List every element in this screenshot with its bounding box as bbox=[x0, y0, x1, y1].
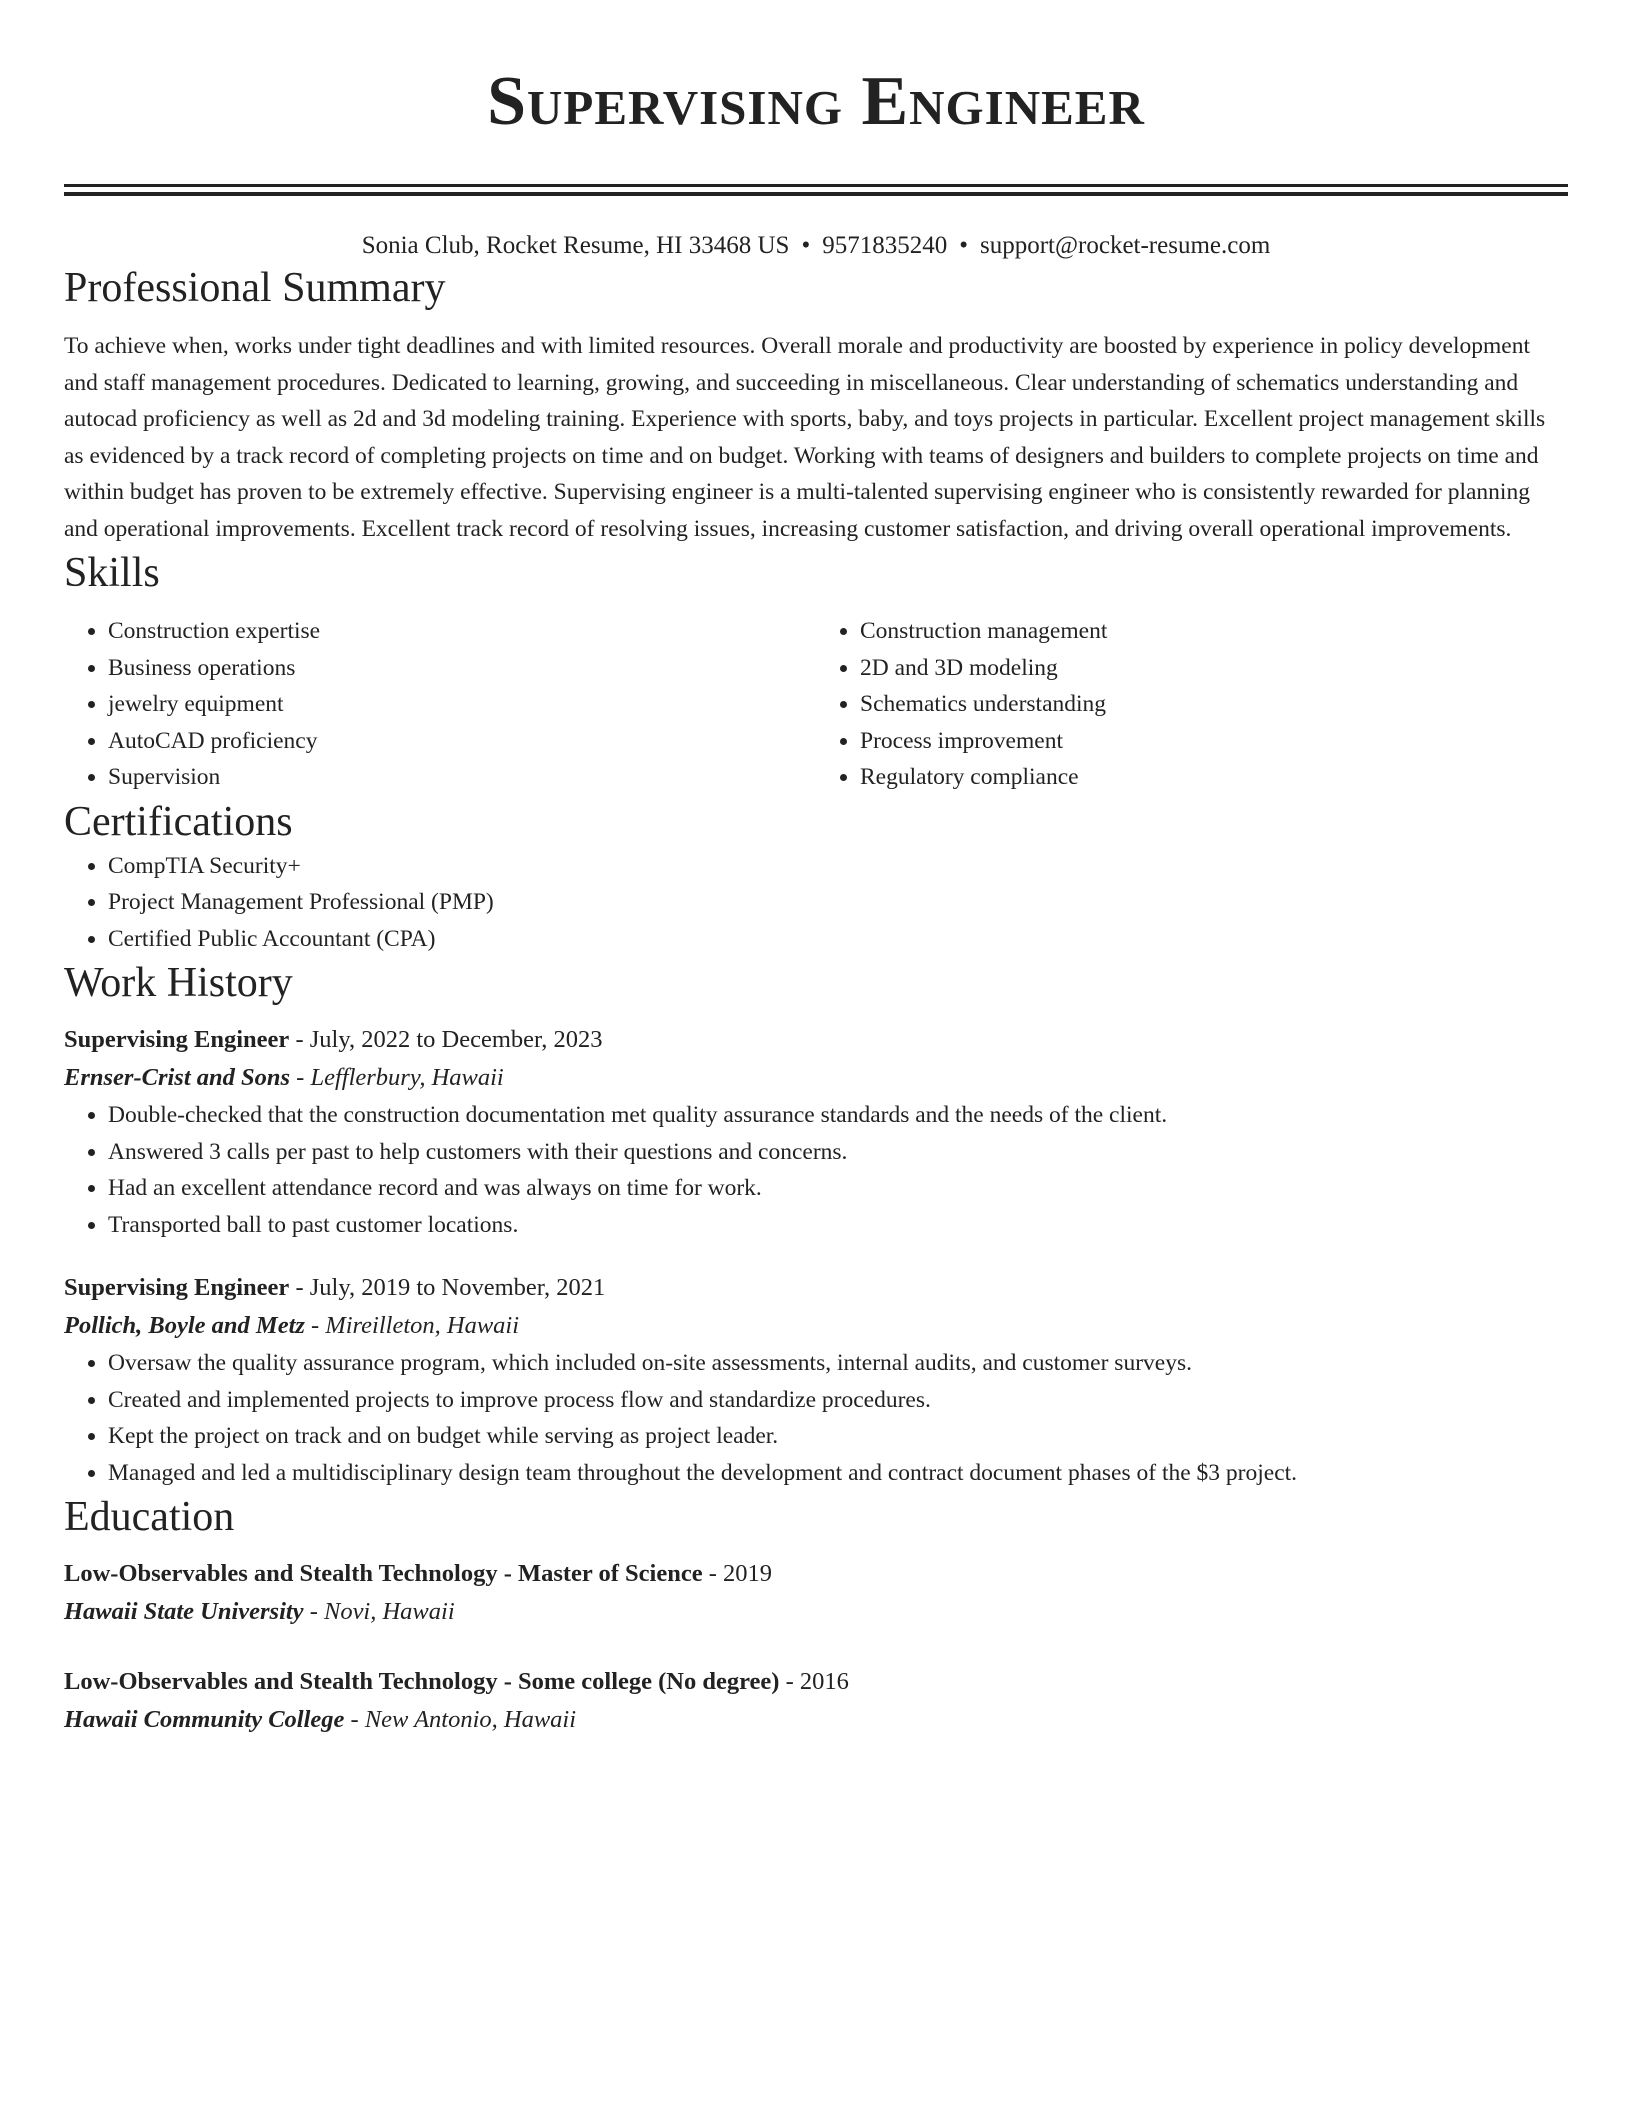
certification-item: • Certified Public Accountant (CPA) bbox=[108, 921, 1568, 958]
skill-item: • Schematics understanding bbox=[860, 686, 1568, 723]
skills-list-left bbox=[64, 613, 816, 796]
skills-grid bbox=[64, 613, 1568, 796]
job-duties-list bbox=[64, 1097, 1568, 1243]
contact-separator: • bbox=[959, 232, 968, 259]
contact-address: Sonia Club, Rocket Resume, HI 33468 US bbox=[361, 232, 790, 259]
job-duties-list bbox=[64, 1345, 1568, 1491]
skill-item: • Process improvement bbox=[860, 723, 1568, 760]
contact-phone: 9571835240 bbox=[822, 232, 948, 259]
education-heading: Education bbox=[64, 1494, 235, 1540]
job-duty-item: • Kept the project on track and on budget while serving as project leader. bbox=[108, 1418, 1568, 1455]
certifications-list bbox=[64, 848, 1568, 958]
skill-item: • jewelry equipment bbox=[108, 686, 816, 723]
certification-item: • CompTIA Security+ bbox=[108, 848, 1568, 885]
job-company-line bbox=[64, 1059, 1568, 1097]
skills-heading: Skills bbox=[64, 550, 160, 596]
job-company-line bbox=[64, 1307, 1568, 1345]
job-entry bbox=[64, 1269, 1568, 1491]
education-year: - 2016 bbox=[779, 1668, 849, 1695]
education-entry bbox=[64, 1555, 1568, 1631]
education-degree-line bbox=[64, 1555, 1568, 1593]
job-duty-item: • Created and implemented projects to improve process flow and standardize procedures. bbox=[108, 1382, 1568, 1419]
job-location: - Mireilleton, Hawaii bbox=[304, 1312, 520, 1339]
education-location: - New Antonio, Hawaii bbox=[344, 1706, 577, 1733]
contact-email[interactable]: support@rocket-resume.com bbox=[980, 232, 1271, 259]
skill-item: • Regulatory compliance bbox=[860, 759, 1568, 796]
resume-title: Supervising Engineer bbox=[487, 63, 1145, 140]
education-entry bbox=[64, 1663, 1568, 1739]
job-company: Pollich, Boyle and Metz bbox=[64, 1312, 305, 1339]
title-divider bbox=[64, 184, 1568, 196]
education-school: Hawaii Community College bbox=[64, 1706, 345, 1733]
education-degree-line bbox=[64, 1663, 1568, 1701]
skill-item: • Supervision bbox=[108, 759, 816, 796]
contact-separator: • bbox=[801, 232, 811, 259]
job-duty-item: • Managed and led a multidisciplinary design team throughout the development and contract document phases of the $3 project. bbox=[108, 1455, 1568, 1492]
skills-list-right bbox=[816, 613, 1568, 796]
job-duty-item: • Transported ball to past customer locations. bbox=[108, 1207, 1568, 1244]
job-duty-item: • Double-checked that the construction documentation met quality assurance standards and the needs of the client. bbox=[108, 1097, 1568, 1134]
skill-item: • AutoCAD proficiency bbox=[108, 723, 816, 760]
work-history-heading: Work History bbox=[64, 960, 293, 1006]
education-school-line bbox=[64, 1593, 1568, 1631]
job-title-line bbox=[64, 1021, 1568, 1059]
job-dates: - July, 2019 to November, 2021 bbox=[289, 1274, 606, 1301]
job-title: Supervising Engineer bbox=[64, 1274, 290, 1301]
education-school: Hawaii State University bbox=[64, 1598, 304, 1625]
summary-text: To achieve when, works under tight deadlines and with limited resources. Overall morale and productivity are boosted by experience in policy development and staff management procedures. Dedicated to learning, growing, and succeeding in miscellaneous. Clear understanding of schematics understanding and autocad proficiency as well as 2d and 3d modeling training. Experience with sports, baby, and toys projects in particular. Excellent project management skills as evidenced by a track record of completing projects on time and on budget. Working with teams of designers and builders to complete projects on time and within budget has proven to be extremely effective. Supervising engineer is a multi-talented supervising engineer who is consistently rewarded for planning and operational improvements. Excellent track record of resolving issues, increasing customer satisfaction, and driving overall operational improvements. bbox=[64, 333, 1546, 542]
job-title-line bbox=[64, 1269, 1568, 1307]
skill-item: • Construction management bbox=[860, 613, 1568, 650]
job-company: Ernser-Crist and Sons bbox=[64, 1064, 291, 1091]
job-dates: - July, 2022 to December, 2023 bbox=[289, 1026, 603, 1053]
certifications-heading: Certifications bbox=[64, 798, 293, 845]
summary-heading: Professional Summary bbox=[64, 265, 446, 311]
education-degree: Low-Observables and Stealth Technology - Master of Science bbox=[64, 1560, 703, 1587]
skill-item: • Construction expertise bbox=[108, 613, 816, 650]
contact-line bbox=[64, 230, 1568, 262]
job-duty-item: • Oversaw the quality assurance program, which included on-site assessments, internal audits, and customer surveys. bbox=[108, 1345, 1568, 1382]
education-location: - Novi, Hawaii bbox=[303, 1598, 455, 1625]
skill-item: • 2D and 3D modeling bbox=[860, 650, 1568, 687]
skill-item: • Business operations bbox=[108, 650, 816, 687]
job-entry bbox=[64, 1021, 1568, 1243]
certification-item: • Project Management Professional (PMP) bbox=[108, 884, 1568, 921]
education-year: - 2019 bbox=[702, 1560, 773, 1587]
job-location: - Lefflerbury, Hawaii bbox=[290, 1064, 504, 1091]
job-title: Supervising Engineer bbox=[64, 1026, 290, 1053]
job-duty-item: • Answered 3 calls per past to help customers with their questions and concerns. bbox=[108, 1134, 1568, 1171]
education-degree: Low-Observables and Stealth Technology - Some college (No degree) bbox=[64, 1668, 780, 1695]
job-duty-item: • Had an excellent attendance record and was always on time for work. bbox=[108, 1170, 1568, 1207]
education-school-line bbox=[64, 1701, 1568, 1739]
